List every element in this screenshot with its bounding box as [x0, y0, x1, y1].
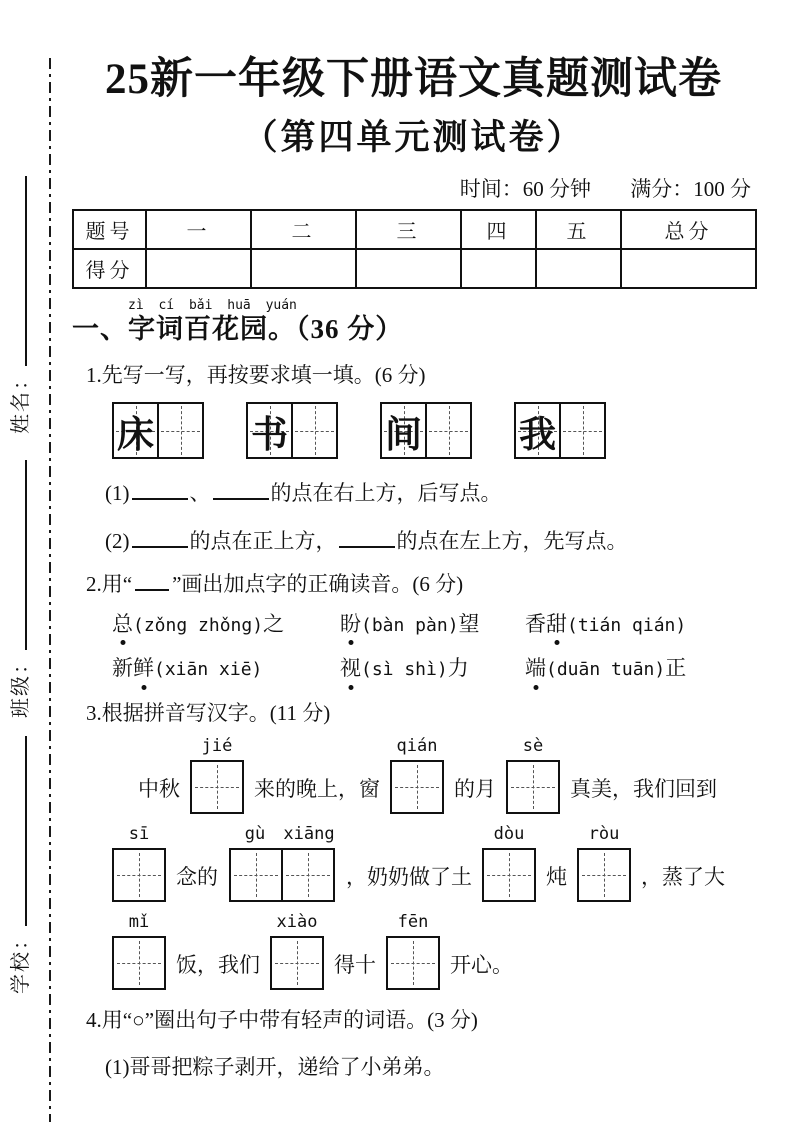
tianzige-group	[246, 402, 338, 459]
underline-mark	[135, 585, 169, 591]
pinyin-hint: jié	[201, 736, 233, 757]
hanzi-answer-box[interactable]	[390, 760, 444, 814]
q3-text: 饭，我们	[176, 953, 260, 978]
tianzige-group	[380, 402, 472, 459]
q2-item-after: 力	[447, 656, 469, 681]
score-cell-empty[interactable]	[146, 249, 251, 288]
q2-item-after: 正	[665, 656, 687, 681]
time-label: 时间：60 分钟	[459, 176, 591, 201]
answer-blank[interactable]	[132, 494, 188, 500]
answer-box-group	[482, 823, 536, 902]
section1-title: 一、字词百花园。（36 分）	[72, 313, 404, 344]
q1-sub2-tail: 的点在左上方，先写点。	[396, 528, 628, 553]
hanzi-answer-box[interactable]	[482, 848, 536, 902]
tianzige-empty-cell[interactable]	[559, 404, 604, 457]
dotted-character: 盼	[340, 611, 361, 638]
q3-line3	[72, 911, 755, 990]
section1-pinyin: zì cí bǎi huā yuán	[128, 297, 297, 313]
binding-line	[49, 58, 51, 1122]
pinyin-hint: dòu	[493, 824, 525, 845]
q1-sub2-num: (2)	[105, 528, 130, 553]
q2-item	[112, 611, 340, 638]
q4-prompt: 4.用“○”圈出句子中带有轻声的词语。(3 分)	[86, 1008, 478, 1033]
score-row-label: 得分	[73, 249, 146, 288]
q3-text: 念的	[176, 865, 218, 890]
score-cell-empty[interactable]	[251, 249, 356, 288]
answer-box-group	[386, 911, 440, 990]
answer-box-group	[112, 911, 166, 990]
hanzi-answer-box[interactable]	[229, 848, 283, 902]
score-cell-empty[interactable]	[536, 249, 621, 288]
practice-character: 间	[385, 414, 422, 456]
q3-text: 得十	[334, 953, 376, 978]
q2-item	[340, 655, 525, 682]
hanzi-answer-box[interactable]	[577, 848, 631, 902]
hanzi-answer-box[interactable]	[190, 760, 244, 814]
q2-prompt	[86, 571, 755, 597]
q3-text: 中秋	[138, 777, 180, 802]
tianzige-group	[112, 402, 204, 459]
q2-items-grid	[72, 611, 755, 683]
q2-item	[525, 655, 755, 682]
hanzi-answer-box[interactable]	[281, 848, 335, 902]
dotted-character: 视	[340, 655, 361, 682]
dotted-character: 端	[525, 655, 546, 682]
q1-sub1-tail: 的点在右上方，后写点。	[270, 481, 502, 506]
score-col-3: 三	[356, 210, 461, 249]
q2-item	[340, 611, 525, 638]
q3-text: ，奶奶做了土	[346, 865, 472, 890]
pinyin-options[interactable]: (tián qián)	[567, 615, 687, 637]
tianzige-char-cell	[248, 404, 291, 457]
name-field-group	[8, 176, 34, 434]
q4-sub1: (1)哥哥把粽子剥开，递给了小弟弟。	[105, 1055, 445, 1080]
pinyin-hint: mǐ	[128, 912, 150, 933]
page-subtitle: （第四单元测试卷）	[242, 118, 585, 158]
dotted-character: 鲜	[133, 655, 154, 682]
answer-box-group	[506, 735, 560, 814]
q3-prompt: 3.根据拼音写汉字。(11 分)	[86, 700, 331, 725]
answer-blank[interactable]	[339, 542, 395, 548]
hanzi-answer-box[interactable]	[112, 848, 166, 902]
tianzige-empty-cell[interactable]	[291, 404, 336, 457]
q1-sub2	[105, 528, 755, 554]
pinyin-options[interactable]: (bàn pàn)	[361, 615, 459, 637]
class-blank[interactable]	[21, 460, 27, 650]
score-table-header-row	[73, 210, 756, 249]
q1-sub1-mid: 、	[189, 481, 211, 506]
practice-character: 书	[251, 414, 288, 456]
main-content	[72, 0, 755, 1081]
q3-text: ，蒸了大	[641, 865, 725, 890]
score-col-5: 五	[536, 210, 621, 249]
pinyin-hint: fēn	[397, 912, 429, 933]
answer-box-group	[390, 735, 444, 814]
practice-character: 我	[519, 414, 556, 456]
score-cell-empty[interactable]	[621, 249, 756, 288]
practice-character: 床	[117, 414, 154, 456]
score-cell-empty[interactable]	[461, 249, 536, 288]
answer-blank[interactable]	[132, 542, 188, 548]
q1-practice-row	[72, 402, 755, 459]
answer-blank[interactable]	[213, 494, 269, 500]
class-label: 班级：	[10, 652, 32, 718]
answer-box-group	[270, 911, 324, 990]
q3-text: 真美，我们回到	[570, 777, 717, 802]
pinyin-hint: ròu	[588, 824, 620, 845]
q2-item-before: 香	[525, 612, 546, 637]
q2-item	[525, 611, 755, 638]
exam-meta	[72, 173, 755, 203]
pinyin-hint: sè	[522, 736, 544, 757]
dotted-character: 总	[112, 611, 133, 638]
score-col-total: 总分	[621, 210, 756, 249]
name-label: 姓名：	[10, 368, 32, 434]
full-score-label: 满分：100 分	[630, 176, 751, 201]
q3-line2	[72, 823, 755, 902]
answer-box-group	[112, 823, 166, 902]
school-field-group	[8, 736, 34, 994]
q3-text: 炖	[546, 865, 567, 890]
hanzi-answer-box[interactable]	[386, 936, 440, 990]
q2-item	[112, 655, 340, 682]
q2-item-after: 望	[458, 612, 480, 637]
score-col-2: 二	[251, 210, 356, 249]
q1-sub2-mid: 的点在正上方，	[189, 528, 337, 553]
section1-header	[72, 299, 755, 345]
name-blank[interactable]	[21, 176, 27, 366]
double-answer-box	[229, 848, 335, 902]
score-table-score-row	[73, 249, 756, 288]
pinyin-hint: gù xiāng	[244, 824, 335, 845]
score-col-1: 一	[146, 210, 251, 249]
tianzige-empty-cell[interactable]	[157, 404, 202, 457]
tianzige-group	[514, 402, 606, 459]
school-blank[interactable]	[21, 736, 27, 926]
school-label: 学校：	[10, 928, 32, 994]
q2-item-after: 之	[263, 612, 285, 637]
dotted-character: 甜	[546, 611, 567, 638]
answer-box-group	[577, 823, 631, 902]
q3-line1	[72, 735, 755, 814]
q2-item-before: 新	[112, 656, 133, 681]
pinyin-hint: sī	[128, 824, 150, 845]
score-table	[72, 209, 757, 289]
pinyin-options[interactable]: (zǒng zhǒng)	[133, 615, 264, 637]
q1-sub1-num: (1)	[105, 481, 130, 506]
class-field-group	[8, 460, 34, 718]
tianzige-char-cell	[516, 404, 559, 457]
pinyin-options[interactable]: (sì shì)	[361, 659, 448, 681]
tianzige-char-cell	[382, 404, 425, 457]
q3-text: 开心。	[450, 953, 513, 978]
hanzi-answer-box[interactable]	[270, 936, 324, 990]
score-cell-empty[interactable]	[356, 249, 461, 288]
q2-prompt-post: ”画出加点字的正确读音。(6 分)	[172, 571, 464, 596]
q2-prompt-pre: 2.用“	[86, 571, 133, 596]
hanzi-answer-box[interactable]	[112, 936, 166, 990]
pinyin-hint: qián	[396, 736, 438, 757]
pinyin-options[interactable]: (duān tuān)	[546, 659, 666, 681]
pinyin-hint: xiào	[276, 912, 318, 933]
tianzige-empty-cell[interactable]	[425, 404, 470, 457]
score-col-4: 四	[461, 210, 536, 249]
tianzige-char-cell	[114, 404, 157, 457]
q3-text: 来的晚上，窗	[254, 777, 380, 802]
q3-text: 的月	[454, 777, 496, 802]
answer-box-group	[190, 735, 244, 814]
q1-prompt: 1.先写一写，再按要求填一填。(6 分)	[86, 363, 426, 388]
page-title: 25新一年级下册语文真题测试卷	[105, 56, 722, 103]
score-table-corner: 题号	[73, 210, 146, 249]
answer-box-group	[228, 823, 336, 902]
hanzi-answer-box[interactable]	[506, 760, 560, 814]
pinyin-options[interactable]: (xiān xiē)	[154, 659, 263, 681]
q1-sub1	[105, 480, 755, 506]
